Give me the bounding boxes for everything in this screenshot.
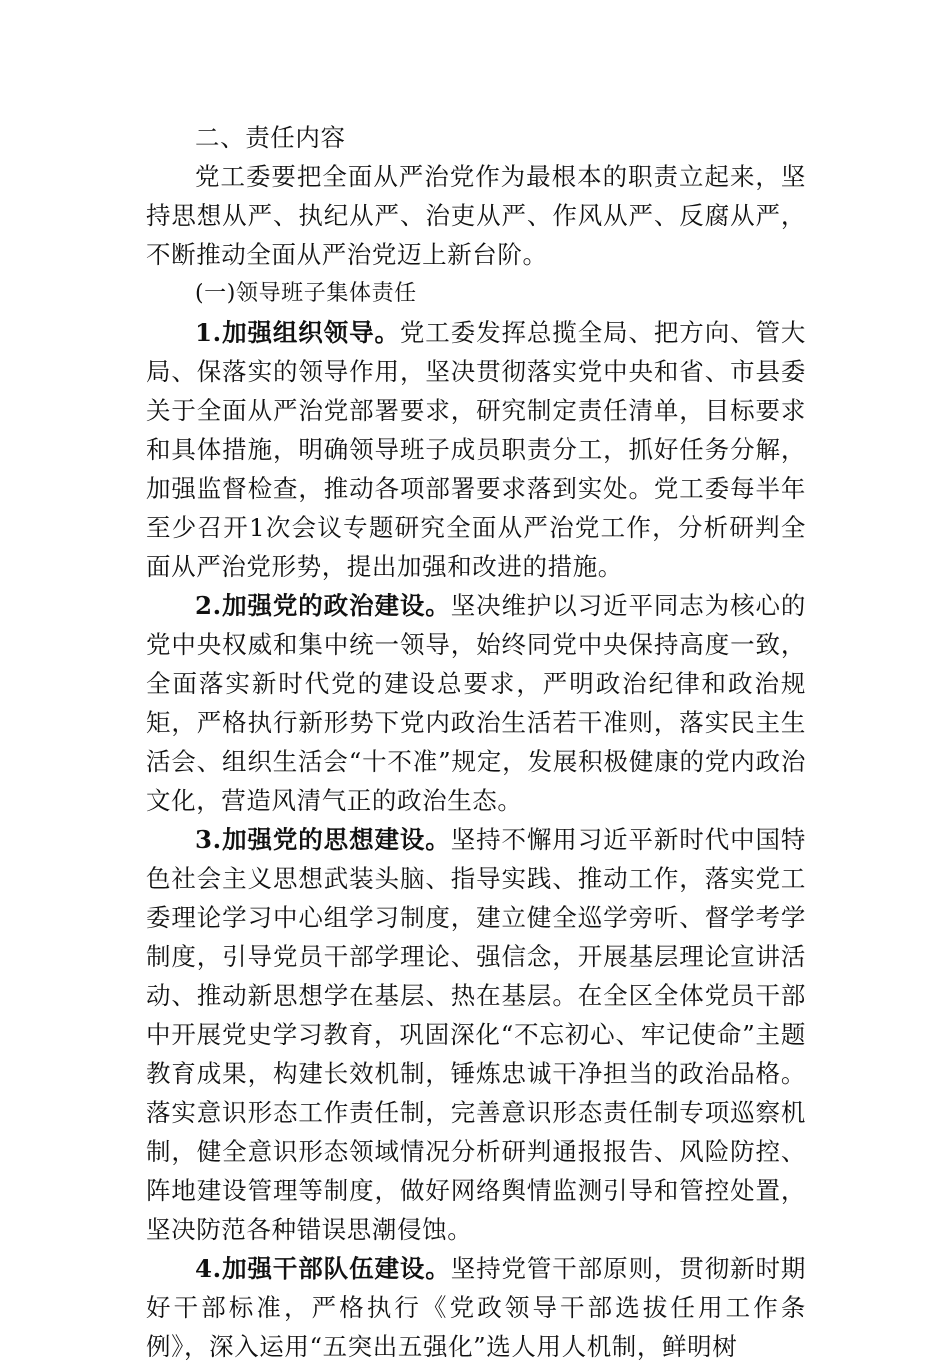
paragraph-body: 党工委发挥总揽全局、把方向、管大局、保落实的领导作用，坚决贯彻落实党中央和省、市县委关于全面从严治党部署要求，研究制定责任清单，目标要求和具体措施，明确领导班子成员职责分工，抓好任务分解，加强监督检查，推动各项部署要求落到实处。党工委每半年至少召开1次会议专题研究全面从严治党工作，分析研判全面从严治党形势，提出加强和改进的措施。 [146,318,806,581]
paragraph-lead: 3.加强党的思想建设。 [195,825,451,854]
intro-paragraph: 党工委要把全面从严治党作为最根本的职责立起来，坚持思想从严、执纪从严、治吏从严、作风从严、反腐从严，不断推动全面从严治党迈上新台阶。 [146,162,806,269]
paragraph-lead: 2.加强党的政治建设。 [195,591,451,620]
paragraph-item-3 [146,820,806,1249]
paragraph-body: 坚决维护以习近平同志为核心的党中央权威和集中统一领导，始终同党中央保持高度一致，全面落实新时代党的建设总要求，严明政治纪律和政治规矩，严格执行新形势下党内政治生活若干准则，落实民主生活会、组织生活会“十不准”规定，发展积极健康的党内政治文化，营造风清气正的政治生态。 [146,591,806,815]
paragraph-lead: 1.加强组织领导。 [195,318,400,347]
section-title: 二、责任内容 [195,123,346,152]
paragraph-item-4 [146,1249,806,1366]
document-body [146,118,806,1366]
paragraph-body: 坚持不懈用习近平新时代中国特色社会主义思想武装头脑、指导实践、推动工作，落实党工委理论学习中心组学习制度，建立健全巡学旁听、督学考学制度，引导党员干部学理论、强信念，开展基层理论宣讲活动、推动新思想学在基层、热在基层。在全区全体党员干部中开展党史学习教育，巩固深化“不忘初心、牢记使命”主题教育成果，构建长效机制，锤炼忠诚干净担当的政治品格。落实意识形态工作责任制，完善意识形态责任制专项巡察机制，健全意识形态领域情况分析研判通报报告、风险防控、阵地建设管理等制度，做好网络舆情监测引导和管控处置，坚决防范各种错误思潮侵蚀。 [146,825,806,1244]
subsection-title: (一)领导班子集体责任 [195,281,417,306]
paragraph-body: 坚持党管干部原则，贯彻新时期好干部标准，严格执行《党政领导干部选拔任用工作条例》，深入运用“五突出五强化”选人用人机制，鲜明树 [146,1254,806,1361]
paragraph-item-1 [146,313,806,586]
paragraph-item-2 [146,586,806,820]
paragraph-lead: 4.加强干部队伍建设。 [195,1254,451,1283]
